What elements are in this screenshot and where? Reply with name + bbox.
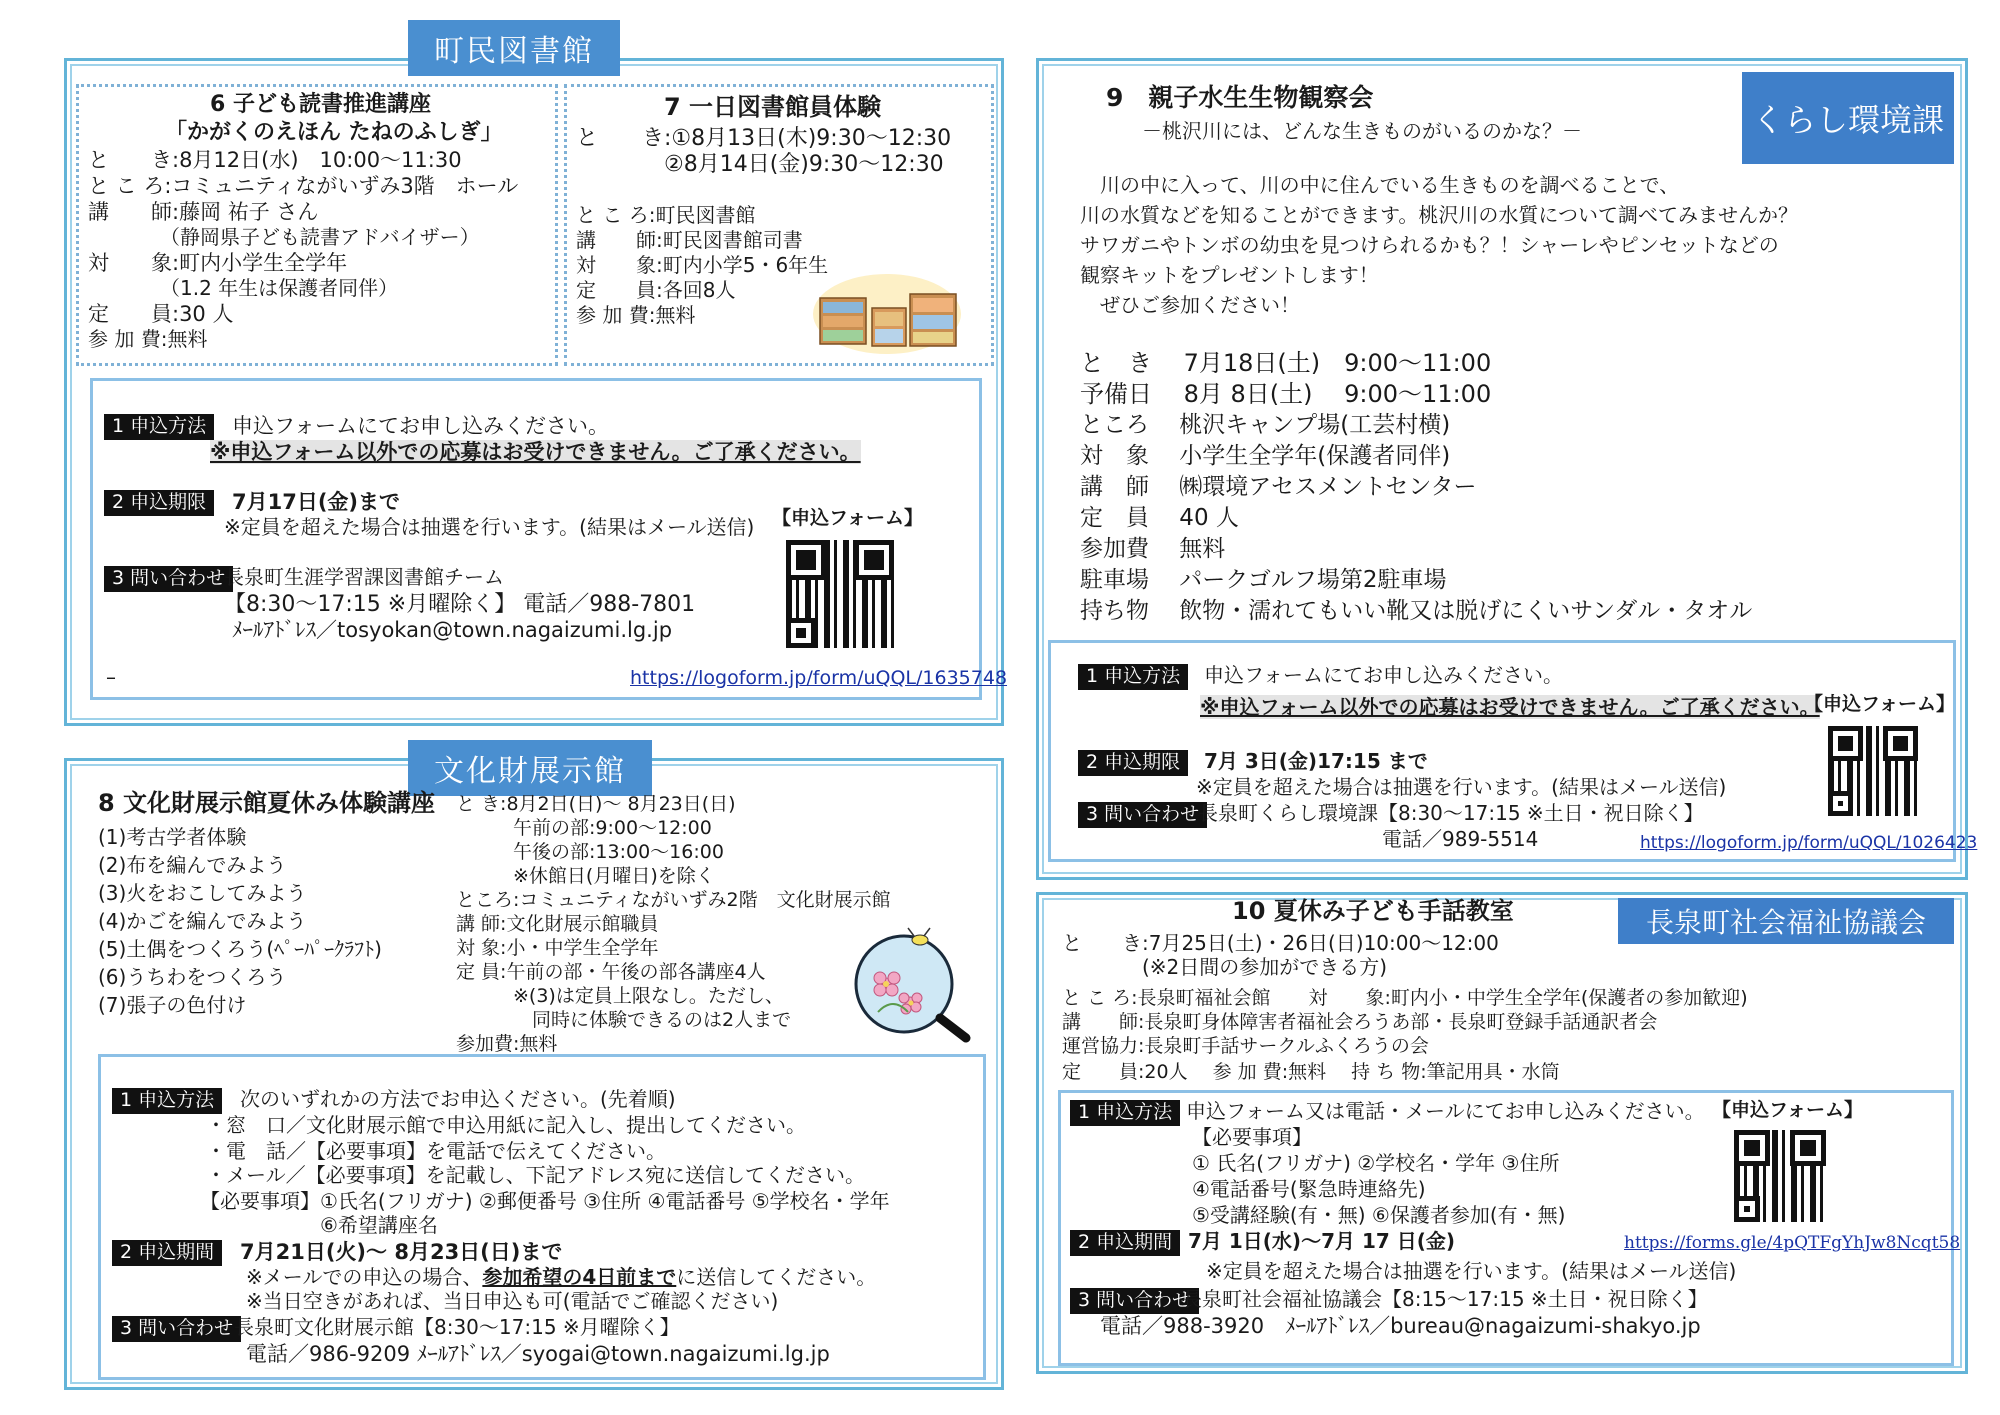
- bunkazai-method-line: ・窓 口／文化財展示館で申込用紙に記入し、提出してください。: [206, 1113, 806, 1137]
- event9-detail: ところ 桃沢キャンプ場(工芸村横): [1080, 412, 1451, 438]
- library-dash: –: [106, 665, 116, 689]
- bunkazai-section-title: 文化財展示館: [408, 740, 652, 796]
- event8-detail: 対 象:小・中学生全学年: [456, 937, 659, 959]
- bunkazai-period-note: ※当日空きがあれば、当日申込も可(電話でご確認ください): [246, 1289, 779, 1313]
- bunkazai-method-line: ・電 話／【必要事項】を電話で伝えてください。: [206, 1139, 666, 1163]
- shakyo-contact-label: 3 問い合わせ: [1070, 1288, 1199, 1314]
- event10-line: 定 員:20人 参 加 費:無料 持 ち 物:筆記用具・水筒: [1062, 1061, 1560, 1083]
- event8-course: (6)うちわをつくろう: [98, 965, 287, 989]
- event9-detail: 持ち物 飲物・濡れてもいい靴又は脱げにくいサンダル・タオル: [1080, 598, 1753, 624]
- event9-intro: 観察キットをプレゼントします！: [1080, 263, 1379, 287]
- event8-detail: と き:8月2日(日)～ 8月23日(日): [456, 793, 736, 815]
- library-deadline-label: 2 申込期限: [104, 490, 214, 516]
- event7-line: 定 員:各回8人: [576, 278, 736, 302]
- shakyo-period-text: 7月 1日(水)～7月 17 日(金): [1188, 1229, 1456, 1253]
- library-qr-code[interactable]: [786, 540, 894, 648]
- event6-heading: 6 子ども読書推進講座: [210, 92, 431, 117]
- kurashi-method-label: 1 申込方法: [1078, 664, 1188, 690]
- library-contact-label: 3 問い合わせ: [104, 566, 233, 592]
- event8-detail: 同時に体験できるのは2人まで: [456, 1009, 792, 1031]
- event7-line: と き:①8月13日(木)9:30～12:30: [576, 126, 952, 151]
- event6-line: （1.2 年生は保護者同伴）: [150, 276, 399, 300]
- event9-detail: 講 師 ㈱環境アセスメントセンター: [1080, 474, 1477, 500]
- event9-subtitle: －桃沢川には、どんな生きものがいるのかな？－: [1142, 119, 1582, 143]
- event6-line: 定 員:30 人: [88, 302, 234, 326]
- shakyo-form-label: 【申込フォーム】: [1712, 1099, 1864, 1121]
- library-deadline-note: ※定員を超えた場合は抽選を行います。(結果はメール送信): [224, 515, 755, 539]
- event6-line: （静岡県子ども読書アドバイザー）: [150, 225, 480, 249]
- library-method-label: 1 申込方法: [104, 414, 214, 440]
- bookshelf-illustration: [812, 264, 962, 356]
- bunkazai-contact-line: 長泉町文化財展示館【8:30～17:15 ※月曜除く】: [234, 1315, 680, 1339]
- bunkazai-method-label: 1 申込方法: [112, 1088, 222, 1114]
- event7-line: と こ ろ:町民図書館: [576, 203, 756, 227]
- event9-detail: 定 員 40 人: [1080, 505, 1239, 531]
- kurashi-deadline-label: 2 申込期限: [1078, 750, 1188, 776]
- event7-line: ②8月14日(金)9:30～12:30: [576, 152, 944, 177]
- event10-line: 運営協力:長泉町手話サークルふくろうの会: [1062, 1035, 1429, 1057]
- event6-line: 講 師:藤岡 祐子 さん: [88, 200, 319, 224]
- shakyo-method-line: ⑤受講経験(有・無) ⑥保護者参加(有・無): [1192, 1203, 1566, 1227]
- event8-heading: 8 文化財展示館夏休み体験講座: [98, 789, 436, 817]
- event9-detail: 参加費 無料: [1080, 536, 1226, 562]
- shakyo-method-line: ④電話番号(緊急時連絡先): [1192, 1177, 1426, 1201]
- event7-line: 講 師:町民図書館司書: [576, 228, 803, 252]
- event8-course: (5)土偶をつくろう(ﾍﾟｰﾊﾟｰｸﾗﾌﾄ): [98, 937, 382, 961]
- kurashi-contact-line: 長泉町くらし環境課【8:30～17:15 ※土日・祝日除く】: [1198, 801, 1704, 825]
- event8-detail: 定 員:午前の部・午後の部各講座4人: [456, 961, 766, 983]
- event9-intro: ぜひご参加ください！: [1080, 293, 1300, 317]
- shakyo-method-text: 申込フォーム又は電話・メールにてお申し込みください。: [1186, 1099, 1705, 1123]
- library-contact-line: 【8:30～17:15 ※月曜除く】 電話／988-7801: [224, 592, 696, 617]
- kurashi-contact-label: 3 問い合わせ: [1078, 802, 1207, 828]
- kurashi-form-label: 【申込フォーム】: [1804, 693, 1956, 715]
- event9-detail: 対 象 小学生全学年(保護者同伴): [1080, 443, 1451, 469]
- kurashi-deadline-text: 7月 3日(金)17:15 まで: [1204, 749, 1428, 773]
- library-section-title: 町民図書館: [408, 20, 620, 76]
- event6-subtitle: 「かがくのえほん たねのふしぎ」: [165, 120, 503, 145]
- shakyo-qr-code[interactable]: [1734, 1130, 1826, 1222]
- kurashi-method-note: ※申込フォーム以外での応募はお受けできません。ご了承ください。: [1200, 695, 1820, 719]
- event8-detail: ※休館日(月曜日)を除く: [456, 865, 715, 887]
- bunkazai-method-line: ⑥希望講座名: [200, 1213, 438, 1237]
- event10-line: と き:7月25日(土)・26日(日)10:00～12:00: [1062, 931, 1499, 955]
- event9-detail: 予備日 8月 8日(土) 9:00～11:00: [1080, 380, 1492, 408]
- kurashi-form-link[interactable]: https://logoform.jp/form/uQQL/1026423: [1640, 833, 1978, 853]
- shakyo-method-line: 【必要事項】: [1192, 1125, 1312, 1149]
- event8-detail: 午後の部:13:00～16:00: [456, 841, 724, 863]
- event9-heading: 9 親子水生生物観察会: [1106, 83, 1374, 112]
- bunkazai-method-line: 【必要事項】①氏名(フリガナ) ②郵便番号 ③住所 ④電話番号 ⑤学校名・学年: [200, 1189, 890, 1213]
- event8-detail: 午前の部:9:00～12:00: [456, 817, 712, 839]
- shakyo-period-label: 2 申込期間: [1070, 1230, 1180, 1256]
- event8-course: (7)張子の色付け: [98, 993, 247, 1017]
- event6-line: 参 加 費:無料: [88, 327, 208, 351]
- event9-intro: 川の中に入って、川の中に住んでいる生きものを調べることで、: [1080, 173, 1680, 197]
- event8-detail: 参加費:無料: [456, 1033, 558, 1055]
- library-deadline-text: 7月17日(金)まで: [232, 490, 401, 514]
- bunkazai-period-note: ※メールでの申込の場合、参加希望の4日前までに送信してください。: [246, 1265, 877, 1289]
- bunkazai-period-text: 7月21日(火)～ 8月23日(日)まで: [240, 1240, 563, 1264]
- event10-line: (※2日間の参加ができる方): [1062, 955, 1388, 979]
- event6-line: と き:8月12日(水) 10:00～11:30: [88, 148, 462, 172]
- event8-detail: 講 師:文化財展示館職員: [456, 913, 659, 935]
- event10-line: 講 師:長泉町身体障害者福祉会ろうあ部・長泉町登録手話通訳者会: [1062, 1011, 1658, 1033]
- kurashi-deadline-note: ※定員を超えた場合は抽選を行います。(結果はメール送信): [1196, 775, 1727, 799]
- kurashi-qr-code[interactable]: [1828, 726, 1918, 816]
- shakyo-period-note: ※定員を超えた場合は抽選を行います。(結果はメール送信): [1206, 1259, 1737, 1283]
- bunkazai-method-line: ・メール／【必要事項】を記載し、下記アドレス宛に送信してください。: [206, 1163, 865, 1187]
- event9-detail: と き 7月18日(土) 9:00～11:00: [1080, 349, 1492, 377]
- kurashi-contact-line: 電話／989-5514: [1382, 827, 1539, 851]
- shakyo-method-label: 1 申込方法: [1070, 1100, 1180, 1126]
- library-method-text: 申込フォームにてお申し込みください。: [232, 414, 609, 438]
- event7-heading: 7 一日図書館員体験: [664, 93, 882, 121]
- event8-course: (4)かごを編んでみよう: [98, 909, 307, 933]
- library-form-link[interactable]: https://logoform.jp/form/uQQL/1635748: [630, 667, 1008, 689]
- bunkazai-contact-line: 電話／986-9209 ﾒｰﾙｱﾄﾞﾚｽ／syogai@town.nagaizumi.lg.jp: [246, 1342, 830, 1366]
- library-form-label: 【申込フォーム】: [772, 507, 924, 529]
- shakyo-method-line: ① 氏名(フリガナ) ②学校名・学年 ③住所: [1192, 1151, 1560, 1175]
- bunkazai-contact-label: 3 問い合わせ: [112, 1316, 241, 1342]
- bunkazai-period-label: 2 申込期間: [112, 1240, 222, 1266]
- kurashi-method-text: 申込フォームにてお申し込みください。: [1204, 663, 1563, 687]
- library-contact-line: 長泉町生涯学習課図書館チーム: [224, 565, 504, 589]
- event8-course: (2)布を編んでみよう: [98, 853, 287, 877]
- event9-intro: サワガニやトンボの幼虫を見つけられるかも？！シャーレやピンセットなどの: [1080, 233, 1779, 257]
- event6-line: 対 象:町内小学生全学年: [88, 251, 348, 275]
- event10-heading: 10 夏休み子ども手話教室: [1232, 897, 1514, 925]
- event6-line: と こ ろ:コミュニティながいずみ3階 ホール: [88, 174, 519, 198]
- bunkazai-method-text: 次のいずれかの方法でお申込ください。(先着順): [240, 1087, 676, 1111]
- event8-course: (1)考古学者体験: [98, 825, 247, 849]
- event8-detail: ※(3)は定員上限なし。ただし、: [456, 985, 784, 1007]
- event7-line: 参 加 費:無料: [576, 303, 696, 327]
- library-method-note: ※申込フォーム以外での応募はお受けできません。ご了承ください。: [210, 440, 861, 464]
- uchiwa-fan-illustration: [848, 926, 976, 1046]
- shakyo-form-link[interactable]: https://forms.gle/4pQTFgYhJw8Ncqt58: [1624, 1233, 1961, 1253]
- event7-line: 対 象:町内小学5・6年生: [576, 253, 829, 277]
- kurashi-dept-badge: くらし環境課: [1742, 72, 1954, 164]
- shakyo-contact-line: 電話／988-3920 ﾒｰﾙｱﾄﾞﾚｽ／bureau@nagaizumi-shakyo.jp: [1100, 1314, 1701, 1338]
- shakyo-dept-badge: 長泉町社会福祉協議会: [1618, 898, 1954, 944]
- event10-line: と こ ろ:長泉町福祉会館 対 象:町内小・中学生全学年(保護者の参加歓迎): [1062, 987, 1748, 1009]
- shakyo-contact-text: 長泉町社会福祉協議会【8:15～17:15 ※土日・祝日除く】: [1182, 1287, 1708, 1311]
- library-contact-line: ﾒｰﾙｱﾄﾞﾚｽ／tosyokan@town.nagaizumi.lg.jp: [232, 618, 673, 642]
- event9-intro: 川の水質などを知ることができます。桃沢川の水質について調べてみませんか？: [1080, 203, 1798, 227]
- event9-detail: 駐車場 パークゴルフ場第2駐車場: [1080, 567, 1447, 593]
- event8-detail: ところ:コミュニティながいずみ2階 文化財展示館: [456, 889, 891, 911]
- event8-course: (3)火をおこしてみよう: [98, 881, 307, 905]
